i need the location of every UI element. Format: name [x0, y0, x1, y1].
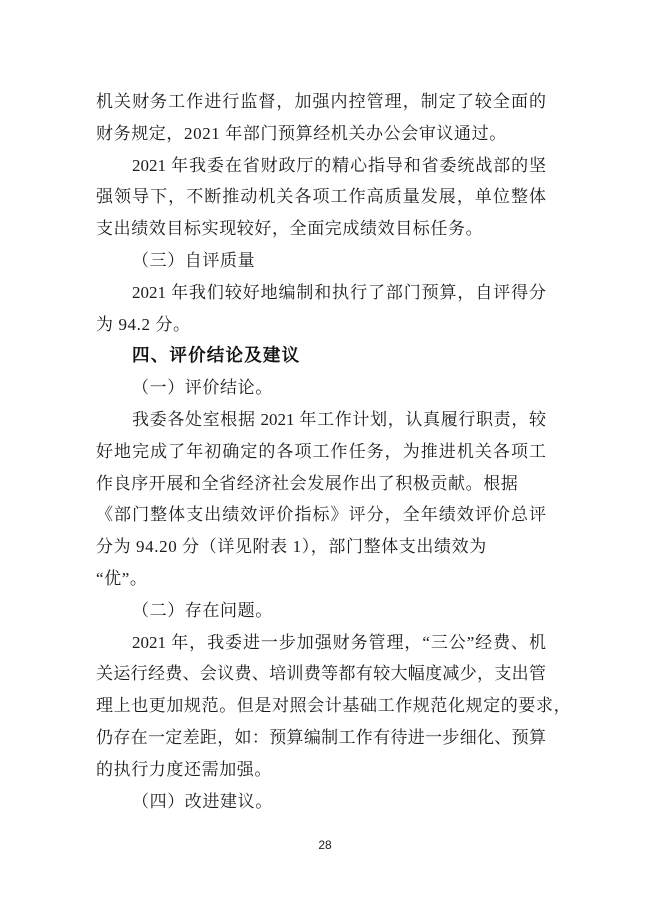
text-line: 为 94.2 分。: [96, 314, 191, 334]
text-line: 《部门整体支出绩效评价指标》评分，全年绩效评价总评: [96, 505, 546, 525]
text-line: 仍存在一定差距，如：预算编制工作有待进一步细化、预算: [96, 727, 546, 747]
section-heading: 四、评价结论及建议: [132, 345, 301, 366]
text-line: （三）自评质量: [132, 250, 256, 270]
text-line: 作良序开展和全省经济社会发展作出了积极贡献。根据: [96, 473, 519, 493]
text-line: 2021 年我们较好地编制和执行了部门预算，自评得分: [132, 282, 546, 302]
document-body: [96, 86, 572, 817]
text-line: 的执行力度还需加强。: [96, 759, 272, 779]
text-line: 强领导下，不断推动机关各项工作高质量发展，单位整体: [96, 187, 546, 207]
text-line: 分为 94.20 分（详见附表 1），部门整体支出绩效为: [96, 537, 487, 557]
text-line: “优”。: [96, 568, 148, 588]
text-line: （二）存在问题。: [132, 600, 273, 620]
text-line: 我委各处室根据 2021 年工作计划，认真履行职责，较: [132, 409, 546, 429]
text-line: 关运行经费、会议费、培训费等都有较大幅度减少，支出管: [96, 664, 546, 684]
page-number: 28: [318, 838, 332, 852]
text-line: 支出绩效目标实现较好，全面完成绩效目标任务。: [96, 219, 484, 239]
text-line: （四）改进建议。: [132, 791, 273, 811]
text-line: 好地完成了年初确定的各项工作任务，为推进机关各项工: [96, 441, 546, 461]
text-line: 2021 年我委在省财政厅的精心指导和省委统战部的坚: [132, 155, 546, 175]
text-line: （一）评价结论。: [132, 378, 273, 398]
text-line: 机关财务工作进行监督，加强内控管理，制定了较全面的: [96, 92, 546, 111]
text-line: 2021 年，我委进一步加强财务管理，“三公”经费、机: [132, 632, 546, 652]
text-line: 财务规定，2021 年部门预算经机关办公会审议通过。: [96, 123, 507, 143]
text-line: 理上也更加规范。但是对照会计基础工作规范化规定的要求，: [96, 696, 572, 716]
